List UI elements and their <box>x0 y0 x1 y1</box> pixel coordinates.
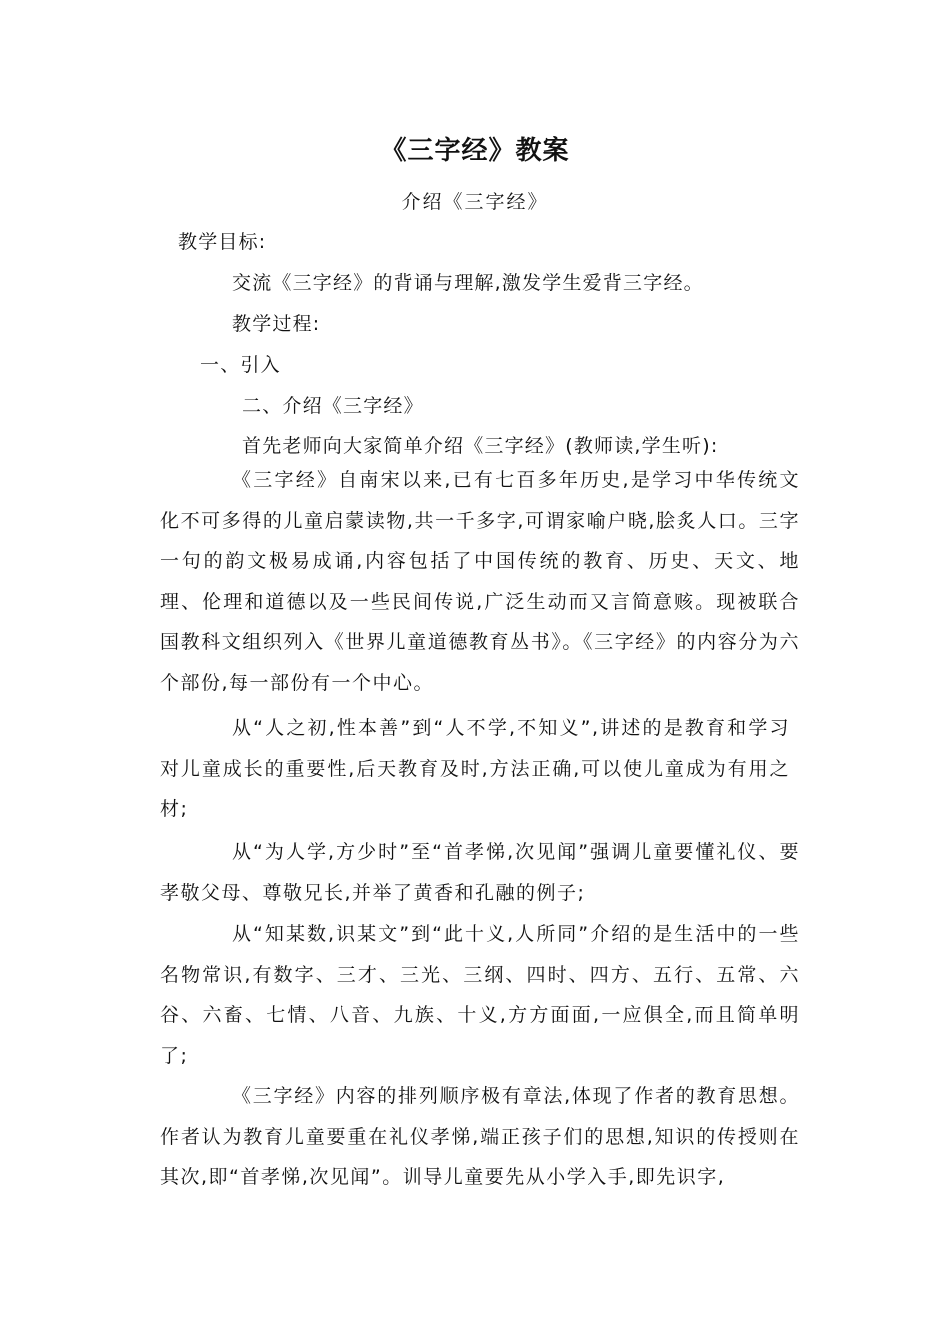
process-heading: 教学过程: <box>232 313 321 335</box>
document-title: 《三字经》教案 <box>380 136 570 166</box>
body-paragraph: 从“为人学,方少时”至“首孝悌,次见闻”强调儿童要懂礼仪、要孝敬父母、尊敬兄长,并举了黄香和孔融的例子; <box>160 841 800 904</box>
objective-text: 交流《三字经》的背诵与理解,激发学生爱背三字经。 <box>232 272 704 294</box>
body-paragraph: 《三字经》内容的排列顺序极有章法,体现了作者的教育思想。作者认为教育儿童要重在礼仪孝悌,端正孩子们的思想,知识的传授则在其次,即“首孝悌,次见闻”。训导儿童要先从小学入手,即先识字, <box>160 1085 800 1188</box>
document-subtitle: 介绍《三字经》 <box>401 191 549 213</box>
body-paragraph: 从“人之初,性本善”到“人不学,不知义”,讲述的是教育和学习对儿童成长的重要性,后天教育及时,方法正确,可以使儿童成为有用之材; <box>160 717 790 820</box>
body-paragraph: 《三字经》自南宋以来,已有七百多年历史,是学习中华传统文化不可多得的儿童启蒙读物,共一千多字,可谓家喻户晓,脍炙人口。三字一句的韵文极易成诵,内容包括了中国传统的教育、历史、天文、地理、伦理和道德以及一些民间传说,广泛生动而又言简意赅。现被联合国教科文组织列入《世界儿童道德教育丛书》。《三字经》的内容分为六个部份,每一部份有一个中心。 <box>160 469 800 694</box>
intro-line: 首先老师向大家简单介绍《三字经》(教师读,学生听): <box>242 435 719 457</box>
step-two-heading: 二、介绍《三字经》 <box>242 395 424 417</box>
objectives-heading: 教学目标: <box>178 231 267 253</box>
body-paragraph: 从“知某数,识某文”到“此十义,人所同”介绍的是生活中的一些名物常识,有数字、三才、三光、三纲、四时、四方、五行、五常、六谷、六畜、七情、八音、九族、十义,方方面面,一应俱全,而且简单明了; <box>160 923 800 1067</box>
step-one-heading: 一、引入 <box>200 354 281 376</box>
